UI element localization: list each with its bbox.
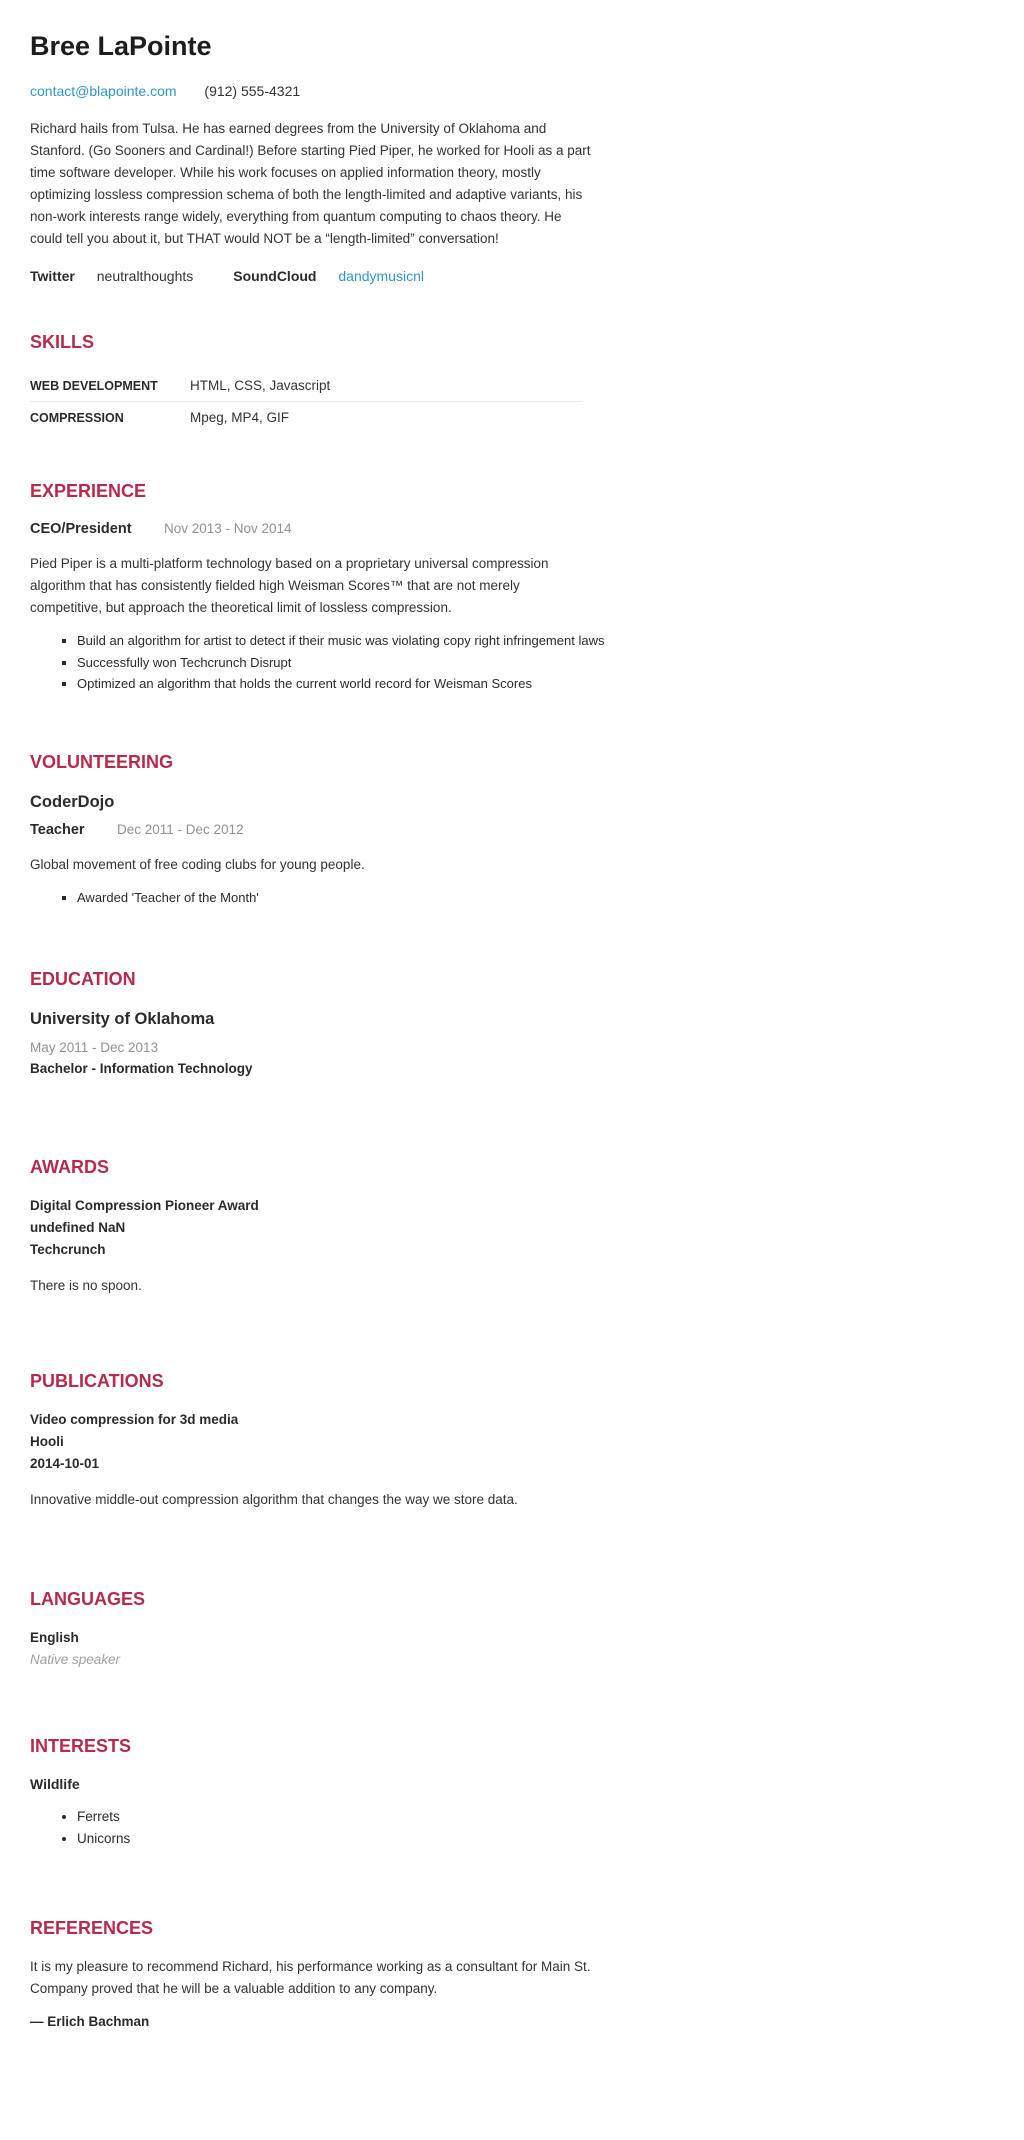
section-references	[30, 1916, 620, 2029]
language-name: English	[30, 1630, 79, 1645]
award-awarder: Techcrunch	[30, 1242, 106, 1257]
experience-summary: Pied Piper is a multi-platform technology based on a proprietary universal compression algorithm that has consistently fielded high Weisman Scores™ that are not merely competitive, but approach the theoretical limit of lossless compression.	[30, 556, 549, 615]
volunteering-section-title: VOLUNTEERING	[30, 751, 174, 772]
interests-section-title: INTERESTS	[30, 1736, 132, 1756]
interest-keywords	[30, 1806, 620, 1850]
profile-network-label: Twitter	[30, 268, 75, 284]
highlight-item: ▪ Optimized an algorithm that holds the current world record for Weisman Scores	[77, 674, 620, 694]
section-awards	[30, 1155, 620, 1297]
profile-item-twitter	[30, 266, 193, 286]
person-name: Bree LaPointe	[30, 31, 212, 61]
interest-keyword-item: • Unicorns	[77, 1828, 620, 1850]
interest-keyword-item: • Ferrets	[77, 1806, 620, 1828]
position-title: CEO/President	[30, 521, 132, 537]
awards-section-title: AWARDS	[30, 1157, 110, 1177]
contact-row	[30, 82, 620, 100]
date-range: Nov 2013 - Nov 2014	[163, 521, 292, 536]
interest-name: Wildlife	[30, 1776, 80, 1792]
highlight-item: ▪ Build an algorithm for artist to detect if their music was violating copy right infringement laws	[77, 631, 620, 651]
award-title: Digital Compression Pioneer Award	[30, 1198, 259, 1213]
language-fluency: Native speaker	[30, 1652, 121, 1667]
volunteering-summary: Global movement of free coding clubs for young people.	[30, 856, 365, 872]
section-publications	[30, 1369, 620, 1511]
reference-name: — Erlich Bachman	[30, 2014, 150, 2029]
volunteering-highlights	[30, 888, 620, 908]
section-languages	[30, 1587, 620, 1670]
experience-position-row	[30, 519, 620, 539]
profile-item-soundcloud	[233, 266, 424, 286]
references-section-title: REFERENCES	[30, 1918, 154, 1938]
skill-name: COMPRESSION	[30, 410, 124, 425]
phone-number: (912) 555-4321	[204, 83, 301, 99]
skill-name: WEB DEVELOPMENT	[30, 378, 158, 393]
date-range: Dec 2011 - Dec 2012	[117, 821, 244, 837]
skill-row	[30, 370, 582, 401]
skill-keywords: HTML, CSS, Javascript	[190, 378, 331, 393]
highlight-item: ▪ Awarded 'Teacher of the Month'	[77, 888, 620, 908]
education-date-range: May 2011 - Dec 2013	[30, 1040, 159, 1055]
experience-highlights	[30, 631, 620, 694]
publications-section-title: PUBLICATIONS	[30, 1371, 164, 1391]
skills-table	[30, 370, 582, 433]
skill-row	[30, 401, 582, 433]
experience-section-title: EXPERIENCE	[30, 481, 147, 501]
skill-keywords: Mpeg, MP4, GIF	[190, 410, 290, 425]
award-date: undefined NaN	[30, 1220, 126, 1235]
institution-name: University of Oklahoma	[30, 1010, 215, 1028]
languages-section-title: LANGUAGES	[30, 1589, 146, 1609]
section-education	[30, 967, 620, 1079]
section-interests	[30, 1734, 620, 1850]
volunteering-position-row	[30, 820, 620, 840]
position-title: Teacher	[30, 821, 85, 838]
publication-summary: Innovative middle-out compression algorithm that changes the way we store data.	[30, 1492, 518, 1507]
publication-title: Video compression for 3d media	[30, 1412, 239, 1427]
section-volunteering	[30, 750, 620, 908]
organization-name: CoderDojo	[30, 792, 115, 811]
section-skills	[30, 330, 620, 433]
reference-quote: It is my pleasure to recommend Richard, his performance working as a consultant for Main St. Company proved that he will be a valuable addition to any company.	[30, 1959, 591, 1996]
profile-network-label: SoundCloud	[233, 268, 317, 284]
profiles-row	[30, 266, 620, 286]
section-experience	[30, 479, 620, 694]
skills-section-title: SKILLS	[30, 332, 95, 352]
profile-username: neutralthoughts	[96, 268, 194, 284]
education-section-title: EDUCATION	[30, 969, 136, 989]
profile-username-link[interactable]: dandymusicnl	[338, 268, 424, 284]
award-summary: There is no spoon.	[30, 1278, 142, 1293]
email-link[interactable]: contact@blapointe.com	[30, 83, 177, 99]
summary-text: Richard hails from Tulsa. He has earned degrees from the University of Oklahoma and Stanford. (Go Sooners and Cardinal!) Before starting Pied Piper, he worked for Hooli as a part time software developer. While his work focuses on applied information theory, mostly optimizing lossless compression schema of both the length-limited and adaptive variants, his non-work interests range widely, everything from quantum computing to chaos theory. He could tell you about it, but THAT would NOT be a “length-limited” conversation!	[30, 121, 591, 246]
publication-publisher: Hooli	[30, 1434, 64, 1449]
degree-text: Bachelor - Information Technology	[30, 1061, 253, 1076]
publication-date: 2014-10-01	[30, 1456, 100, 1471]
highlight-item: ▪ Successfully won Techcrunch Disrupt	[77, 653, 620, 673]
